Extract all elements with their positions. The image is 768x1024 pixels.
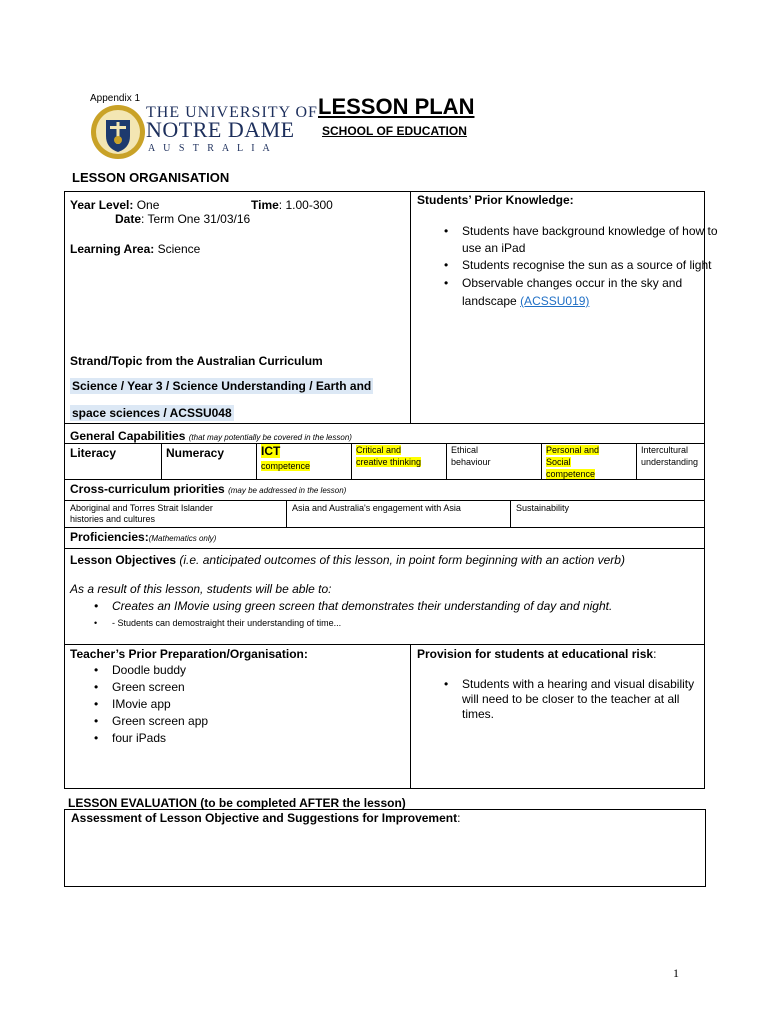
- list-item: • - Students can demostraight their understanding of time...: [90, 615, 690, 632]
- capability-numeracy: Numeracy: [166, 446, 225, 460]
- strand-line1: Science / Year 3 / Science Understanding / Earth and: [72, 379, 372, 393]
- page-number: 1: [673, 966, 679, 980]
- list-item: • Green screen: [90, 679, 208, 696]
- appendix-label: Appendix 1: [90, 93, 141, 104]
- list-item: • Students have background knowledge of how to use an iPad: [440, 223, 725, 257]
- university-crest-icon: [90, 104, 146, 160]
- proficiencies: Proficiencies:(Mathematics only): [70, 530, 217, 544]
- learning-area: Learning Area: Science: [70, 242, 201, 256]
- capability-ethical: Ethical behaviour: [451, 445, 491, 467]
- evaluation-heading: LESSON EVALUATION (to be completed AFTER the lesson): [68, 796, 406, 810]
- page-title: LESSON PLAN: [318, 94, 475, 119]
- preparation-heading: Teacher’s Prior Preparation/Organisation:: [70, 647, 308, 661]
- capability-intercultural: Intercultural understanding: [641, 445, 699, 467]
- prior-knowledge-list: [440, 223, 725, 310]
- university-name-line3: A U S T R A L I A: [148, 143, 273, 154]
- objectives-list: [90, 598, 690, 632]
- university-name-line2: NOTRE DAME: [146, 117, 295, 142]
- list-item: • Creates an IMovie using green screen that demonstrates their understanding of day and night.: [90, 598, 690, 615]
- page-subtitle: SCHOOL OF EDUCATION: [322, 124, 467, 138]
- date: Date: Term One 31/03/16: [115, 212, 251, 226]
- year-level: Year Level: One: [70, 198, 160, 212]
- cross-curriculum-heading: Cross-curriculum priorities (may be addressed in the lesson): [70, 482, 347, 496]
- list-item: • Doodle buddy: [90, 662, 208, 679]
- capability-critical-thinking: Critical and creative thinking: [356, 445, 422, 467]
- acssu019-link[interactable]: (ACSSU019): [520, 294, 590, 308]
- objectives-heading: Lesson Objectives (i.e. anticipated outcomes of this lesson, in point form beginning with an action verb): [70, 553, 625, 567]
- evaluation-box-label: Assessment of Lesson Objective and Suggestions for Improvement:: [71, 811, 461, 825]
- strand-line2: space sciences / ACSSU048: [72, 406, 232, 420]
- university-name-line1: THE UNIVERSITY OF: [146, 104, 318, 121]
- provision-list: [440, 677, 710, 722]
- priority-sustainability: Sustainability: [516, 503, 570, 513]
- time: Time: 1.00-300: [251, 198, 333, 212]
- objectives-intro: As a result of this lesson, students will be able to:: [70, 582, 332, 596]
- provision-heading: Provision for students at educational risk:: [417, 647, 657, 661]
- list-item: • Students recognise the sun as a source of light: [440, 257, 725, 274]
- preparation-list: [90, 662, 208, 747]
- capabilities-heading: General Capabilities (that may potentially be covered in the lesson): [70, 429, 352, 443]
- capability-personal-social: Personal and Social competence: [546, 445, 600, 479]
- priority-aboriginal: Aboriginal and Torres Strait Islander histories and cultures: [70, 503, 213, 524]
- list-item: • IMovie app: [90, 696, 208, 713]
- list-item: • Green screen app: [90, 713, 208, 730]
- list-item: • Observable changes occur in the sky and landscape (ACSSU019): [440, 274, 725, 310]
- organisation-heading: LESSON ORGANISATION: [72, 170, 230, 185]
- capability-ict: ICT competence: [261, 444, 311, 471]
- priority-asia: Asia and Australia's engagement with Asia: [292, 503, 461, 513]
- prior-knowledge-heading: Students’ Prior Knowledge:: [417, 193, 574, 207]
- evaluation-box[interactable]: [64, 809, 706, 887]
- capability-literacy: Literacy: [70, 446, 117, 460]
- list-item: • four iPads: [90, 730, 208, 747]
- strand-label: Strand/Topic from the Australian Curriculum: [70, 354, 323, 368]
- list-item: • Students with a hearing and visual disability will need to be closer to the teacher at all times.: [440, 677, 710, 722]
